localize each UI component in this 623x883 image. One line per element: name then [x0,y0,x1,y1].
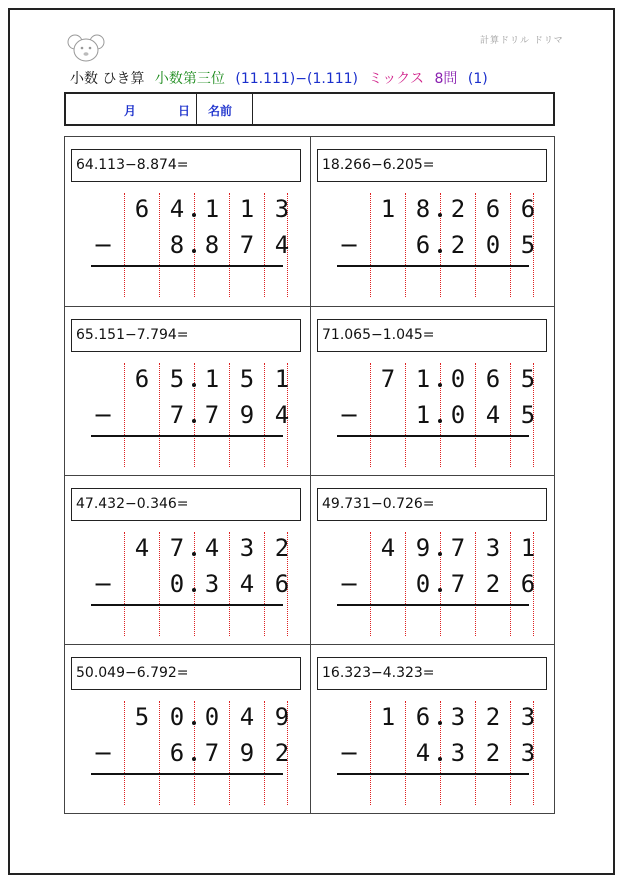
digit-guide-line [475,701,476,805]
brand-label: 計算ドリル ドリマ [480,36,564,46]
decimal-point [192,552,196,556]
answer-line [337,435,529,437]
answer-line [91,435,283,437]
minuend-digit: 9 [274,703,290,731]
digit-guide-line [194,701,195,805]
minuend-digit: 1 [239,195,255,223]
minus-sign: − [339,570,360,598]
column-work-area[interactable] [311,526,556,644]
digit-guide-line [370,701,371,805]
subtrahend-digit: 4 [485,401,501,429]
column-work-area[interactable] [311,357,556,475]
column-work-area[interactable] [65,695,310,813]
problem-cell [65,137,310,306]
digit-guide-line [124,193,125,297]
minuend-digit: 6 [485,195,501,223]
digit-guide-line [405,701,406,805]
problem-cell [311,307,556,476]
month-label: 月 [124,104,137,118]
title-part: 8問 [434,71,458,87]
decimal-point [438,419,442,423]
digit-guide-line [440,363,441,467]
minuend-digit: 4 [169,195,185,223]
subtrahend-digit: 7 [239,231,255,259]
digit-guide-line [124,701,125,805]
column-work-area[interactable] [311,695,556,813]
minuend-digit: 1 [520,534,536,562]
digit-guide-line [124,532,125,636]
column-work-area[interactable] [65,357,310,475]
digit-guide-line [475,532,476,636]
subtrahend-digit: 9 [239,739,255,767]
subtrahend-digit: 4 [274,401,290,429]
title-part: (11.111)−(1.111) [235,71,359,87]
answer-line [91,265,283,267]
column-work-area[interactable] [65,187,310,305]
minus-sign: − [339,401,360,429]
equation-box: 16.323−4.323= [317,657,547,690]
minuend-digit: 1 [415,365,431,393]
digit-guide-line [510,532,511,636]
minuend-digit: 1 [380,703,396,731]
digit-guide-line [510,193,511,297]
decimal-point [192,721,196,725]
digit-guide-line [229,193,230,297]
subtrahend-digit: 0 [450,401,466,429]
subtrahend-digit: 2 [274,739,290,767]
answer-line [91,604,283,606]
name-input-area[interactable] [253,94,553,124]
answer-line [337,773,529,775]
title-part: 小数 ひき算 [70,71,145,87]
minuend-digit: 7 [450,534,466,562]
minuend-digit: 0 [204,703,220,731]
digit-guide-line [440,193,441,297]
column-work-area[interactable] [65,526,310,644]
mouse-logo-icon [66,33,106,63]
minuend-digit: 5 [239,365,255,393]
subtrahend-digit: 4 [274,231,290,259]
digit-guide-line [405,193,406,297]
minuend-digit: 9 [415,534,431,562]
column-work-area[interactable] [311,187,556,305]
minuend-digit: 6 [415,703,431,731]
minuend-digit: 4 [134,534,150,562]
decimal-point [192,213,196,217]
day-label: 日 [178,104,191,118]
digit-guide-line [405,363,406,467]
decimal-point [438,552,442,556]
equation-box: 47.432−0.346= [71,488,301,521]
subtrahend-digit: 0 [415,570,431,598]
subtrahend-digit: 3 [204,570,220,598]
equation-box: 49.731−0.726= [317,488,547,521]
minuend-digit: 0 [450,365,466,393]
minuend-digit: 6 [485,365,501,393]
digit-guide-line [159,193,160,297]
digit-guide-line [370,532,371,636]
subtrahend-digit: 7 [204,739,220,767]
minuend-digit: 4 [239,703,255,731]
subtrahend-digit: 3 [450,739,466,767]
digit-guide-line [440,701,441,805]
problem-grid [64,136,555,814]
decimal-point [192,249,196,253]
name-date-row [64,92,555,126]
subtrahend-digit: 6 [274,570,290,598]
decimal-point [192,419,196,423]
minuend-digit: 6 [134,195,150,223]
digit-guide-line [440,532,441,636]
subtrahend-digit: 3 [520,739,536,767]
minuend-digit: 3 [239,534,255,562]
digit-guide-line [229,363,230,467]
subtrahend-digit: 9 [239,401,255,429]
decimal-point [438,383,442,387]
minuend-digit: 2 [274,534,290,562]
minuend-digit: 3 [450,703,466,731]
subtrahend-digit: 2 [485,739,501,767]
subtrahend-digit: 7 [169,401,185,429]
digit-guide-line [229,701,230,805]
minuend-digit: 3 [274,195,290,223]
minuend-digit: 1 [380,195,396,223]
minuend-digit: 1 [204,195,220,223]
digit-guide-line [264,701,265,805]
digit-guide-line [194,363,195,467]
subtrahend-digit: 0 [485,231,501,259]
minuend-digit: 5 [134,703,150,731]
subtrahend-digit: 5 [520,401,536,429]
title-part: ミックス [368,71,425,87]
subtrahend-digit: 8 [169,231,185,259]
minus-sign: − [339,231,360,259]
subtrahend-digit: 6 [169,739,185,767]
decimal-point [438,249,442,253]
problem-cell [311,476,556,645]
subtrahend-digit: 6 [520,570,536,598]
minus-sign: − [339,739,360,767]
decimal-point [438,757,442,761]
minuend-digit: 8 [415,195,431,223]
answer-line [337,265,529,267]
problem-cell [311,137,556,306]
minuend-digit: 2 [450,195,466,223]
worksheet-title [70,68,494,88]
subtrahend-digit: 6 [415,231,431,259]
minuend-digit: 6 [134,365,150,393]
subtrahend-digit: 7 [450,570,466,598]
problem-cell [65,645,310,814]
subtrahend-digit: 4 [239,570,255,598]
equation-box: 64.113−8.874= [71,149,301,182]
answer-line [91,773,283,775]
digit-guide-line [159,363,160,467]
problem-cell [65,476,310,645]
title-part: (1) [467,71,488,87]
digit-guide-line [475,363,476,467]
digit-guide-line [194,532,195,636]
minuend-digit: 4 [380,534,396,562]
problem-cell [65,307,310,476]
minuend-digit: 6 [520,195,536,223]
digit-guide-line [124,363,125,467]
digit-guide-line [510,701,511,805]
minuend-digit: 1 [274,365,290,393]
subtrahend-digit: 8 [204,231,220,259]
digit-guide-line [264,363,265,467]
equation-box: 18.266−6.205= [317,149,547,182]
digit-guide-line [370,193,371,297]
subtrahend-digit: 1 [415,401,431,429]
minuend-digit: 3 [520,703,536,731]
digit-guide-line [405,532,406,636]
digit-guide-line [264,532,265,636]
digit-guide-line [194,193,195,297]
minuend-digit: 7 [169,534,185,562]
decimal-point [438,588,442,592]
minuend-digit: 7 [380,365,396,393]
minuend-digit: 3 [485,534,501,562]
minus-sign: − [93,739,114,767]
problem-cell [311,645,556,814]
decimal-point [192,383,196,387]
equation-box: 71.065−1.045= [317,319,547,352]
subtrahend-digit: 4 [415,739,431,767]
minuend-digit: 2 [485,703,501,731]
minuend-digit: 5 [520,365,536,393]
answer-line [337,604,529,606]
subtrahend-digit: 5 [520,231,536,259]
minus-sign: − [93,401,114,429]
divider [196,94,197,124]
digit-guide-line [159,532,160,636]
digit-guide-line [229,532,230,636]
name-label: 名前 [208,104,233,118]
minuend-digit: 4 [204,534,220,562]
subtrahend-digit: 0 [169,570,185,598]
digit-guide-line [159,701,160,805]
minus-sign: − [93,231,114,259]
title-part: 小数第三位 [154,71,225,87]
subtrahend-digit: 2 [450,231,466,259]
minuend-digit: 5 [169,365,185,393]
digit-guide-line [510,363,511,467]
equation-box: 50.049−6.792= [71,657,301,690]
decimal-point [192,757,196,761]
digit-guide-line [264,193,265,297]
subtrahend-digit: 7 [204,401,220,429]
minus-sign: − [93,570,114,598]
equation-box: 65.151−7.794= [71,319,301,352]
decimal-point [192,588,196,592]
digit-guide-line [370,363,371,467]
minuend-digit: 0 [169,703,185,731]
decimal-point [438,721,442,725]
decimal-point [438,213,442,217]
minuend-digit: 1 [204,365,220,393]
subtrahend-digit: 2 [485,570,501,598]
digit-guide-line [475,193,476,297]
